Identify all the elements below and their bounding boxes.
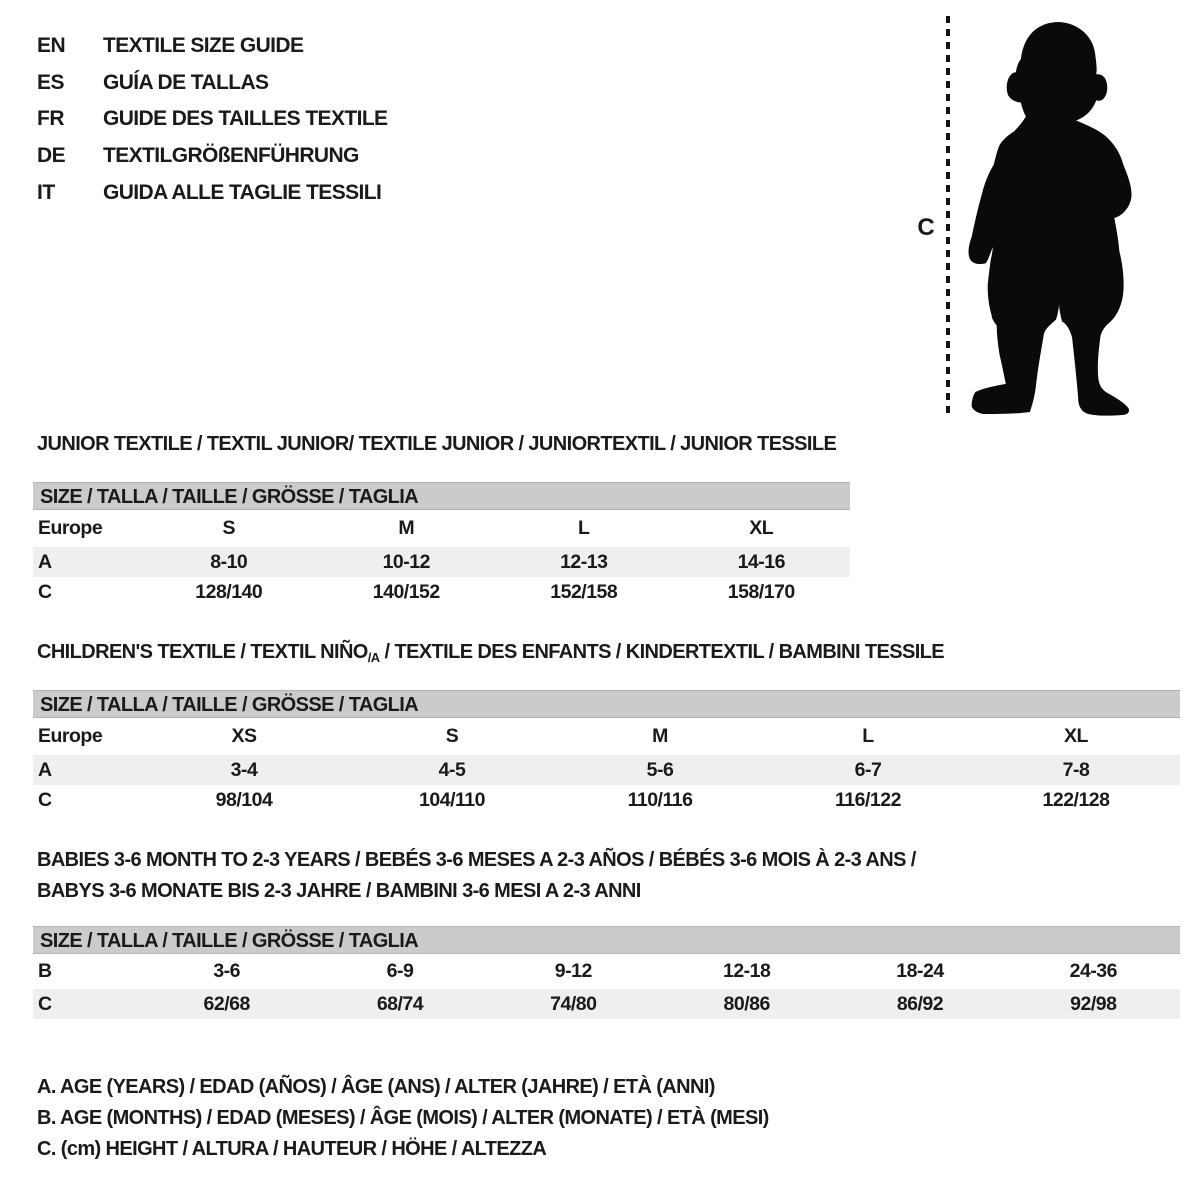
cell: L	[862, 725, 874, 747]
cell: 128/140	[195, 580, 263, 603]
cell: 68/74	[376, 992, 424, 1015]
row-label: A	[38, 550, 52, 573]
cell: 104/110	[419, 788, 485, 811]
language-row-it	[37, 174, 387, 211]
children-heading-post: / TEXTILE DES ENFANTS / KINDERTEXTIL / BAMBINI TESSILE	[379, 641, 945, 663]
cell: S	[445, 725, 459, 747]
language-title: TEXTILE SIZE GUIDE	[103, 34, 304, 58]
babies-section-heading-line2: BABYS 3-6 MONATE BIS 2-3 JAHRE / BAMBINI 3-6 MESI A 2-3 ANNI	[37, 880, 641, 902]
legend-line-b: B. AGE (MONTHS) / EDAD (MESES) / ÂGE (MOIS) / ALTER (MONATE) / ETÀ (MESI)	[37, 1107, 769, 1129]
children-heading-pre: CHILDREN'S TEXTILE / TEXTIL NIÑO	[37, 641, 368, 663]
row-label: C	[38, 788, 52, 811]
cell: L	[578, 517, 590, 539]
cell: 4-5	[438, 758, 466, 781]
language-code: IT	[37, 180, 55, 204]
cell: 158/170	[727, 580, 795, 603]
table-row	[33, 954, 1180, 989]
cell: XS	[231, 725, 257, 747]
row-label: Europe	[38, 725, 103, 747]
junior-size-table	[33, 482, 850, 607]
cell: 74/80	[550, 992, 597, 1015]
cell: 12-18	[722, 960, 771, 982]
language-row-en	[37, 28, 387, 65]
cell: 8-10	[210, 550, 248, 573]
babies-size-table	[33, 926, 1180, 1019]
cell: 9-12	[554, 960, 592, 982]
cell: 24-36	[1069, 960, 1117, 982]
row-label: C	[38, 580, 52, 603]
cell: 18-24	[896, 960, 944, 982]
language-list	[37, 28, 387, 211]
cell: 80/86	[723, 992, 770, 1015]
cell: 92/98	[1070, 992, 1117, 1015]
row-label: Europe	[38, 517, 103, 539]
cell: M	[398, 517, 415, 539]
cell: 122/128	[1042, 788, 1110, 811]
cell: 6-7	[854, 758, 882, 781]
children-heading-sub: /A	[367, 650, 380, 665]
legend-line-c: C. (cm) HEIGHT / ALTURA / HAUTEUR / HÖHE / ALTEZZA	[37, 1138, 547, 1160]
table-row	[33, 547, 850, 577]
language-code: DE	[37, 144, 66, 168]
cell: 62/68	[203, 992, 250, 1015]
height-measure-label: C	[917, 214, 935, 241]
table-row	[33, 755, 1180, 785]
language-code: EN	[37, 34, 66, 58]
language-row-es	[37, 65, 387, 102]
language-row-fr	[37, 101, 387, 138]
cell: 7-8	[1062, 758, 1090, 781]
row-label: C	[38, 992, 52, 1015]
cell: 14-16	[737, 550, 785, 573]
cell: 10-12	[382, 550, 430, 573]
language-code: ES	[37, 70, 65, 94]
language-title: GUIDE DES TAILLES TEXTILE	[103, 107, 388, 131]
cell: 12-13	[560, 550, 608, 573]
legend-line-a: A. AGE (YEARS) / EDAD (AÑOS) / ÂGE (ANS) / ALTER (JAHRE) / ETÀ (ANNI)	[37, 1076, 715, 1098]
babies-table-header: SIZE / TALLA / TAILLE / GRÖSSE / TAGLIA	[33, 926, 1180, 954]
cell: S	[222, 517, 235, 539]
cell: 110/116	[627, 788, 693, 811]
babies-section-heading-line1: BABIES 3-6 MONTH TO 2-3 YEARS / BEBÉS 3-6 MESES A 2-3 AÑOS / BÉBÉS 3-6 MOIS À 2-3 ANS /	[37, 849, 916, 871]
measurement-legend	[37, 1072, 769, 1165]
junior-table-header: SIZE / TALLA / TAILLE / GRÖSSE / TAGLIA	[33, 482, 850, 510]
table-row	[33, 577, 850, 607]
cell: 86/92	[896, 992, 944, 1015]
children-size-table	[33, 690, 1180, 815]
language-title: GUIDA ALLE TAGLIE TESSILI	[103, 180, 382, 204]
table-row	[33, 989, 1180, 1019]
table-row	[33, 785, 1180, 815]
cell: 152/158	[550, 580, 618, 603]
language-title: TEXTILGRÖßENFÜHRUNG	[103, 144, 359, 168]
table-row	[33, 510, 850, 547]
toddler-silhouette-icon	[963, 14, 1140, 416]
row-label: B	[38, 960, 52, 982]
cell: 5-6	[646, 758, 674, 781]
cell: M	[652, 725, 668, 747]
cell: 140/152	[372, 580, 440, 603]
cell: XL	[749, 517, 774, 539]
junior-section-heading: JUNIOR TEXTILE / TEXTIL JUNIOR/ TEXTILE JUNIOR / JUNIORTEXTIL / JUNIOR TESSILE	[37, 433, 837, 455]
language-code: FR	[37, 107, 64, 131]
children-table-header: SIZE / TALLA / TAILLE / GRÖSSE / TAGLIA	[33, 690, 1180, 718]
language-row-de	[37, 138, 387, 175]
cell: 6-9	[386, 960, 414, 982]
cell: 98/104	[215, 788, 273, 811]
row-label: A	[38, 758, 52, 781]
children-section-heading	[37, 641, 944, 665]
height-measure-dashed-line	[946, 16, 950, 414]
cell: XL	[1064, 725, 1088, 747]
table-row	[33, 718, 1180, 755]
cell: 116/122	[835, 788, 901, 811]
cell: 3-4	[230, 758, 258, 781]
language-title: GUÍA DE TALLAS	[103, 70, 269, 94]
cell: 3-6	[213, 960, 240, 982]
